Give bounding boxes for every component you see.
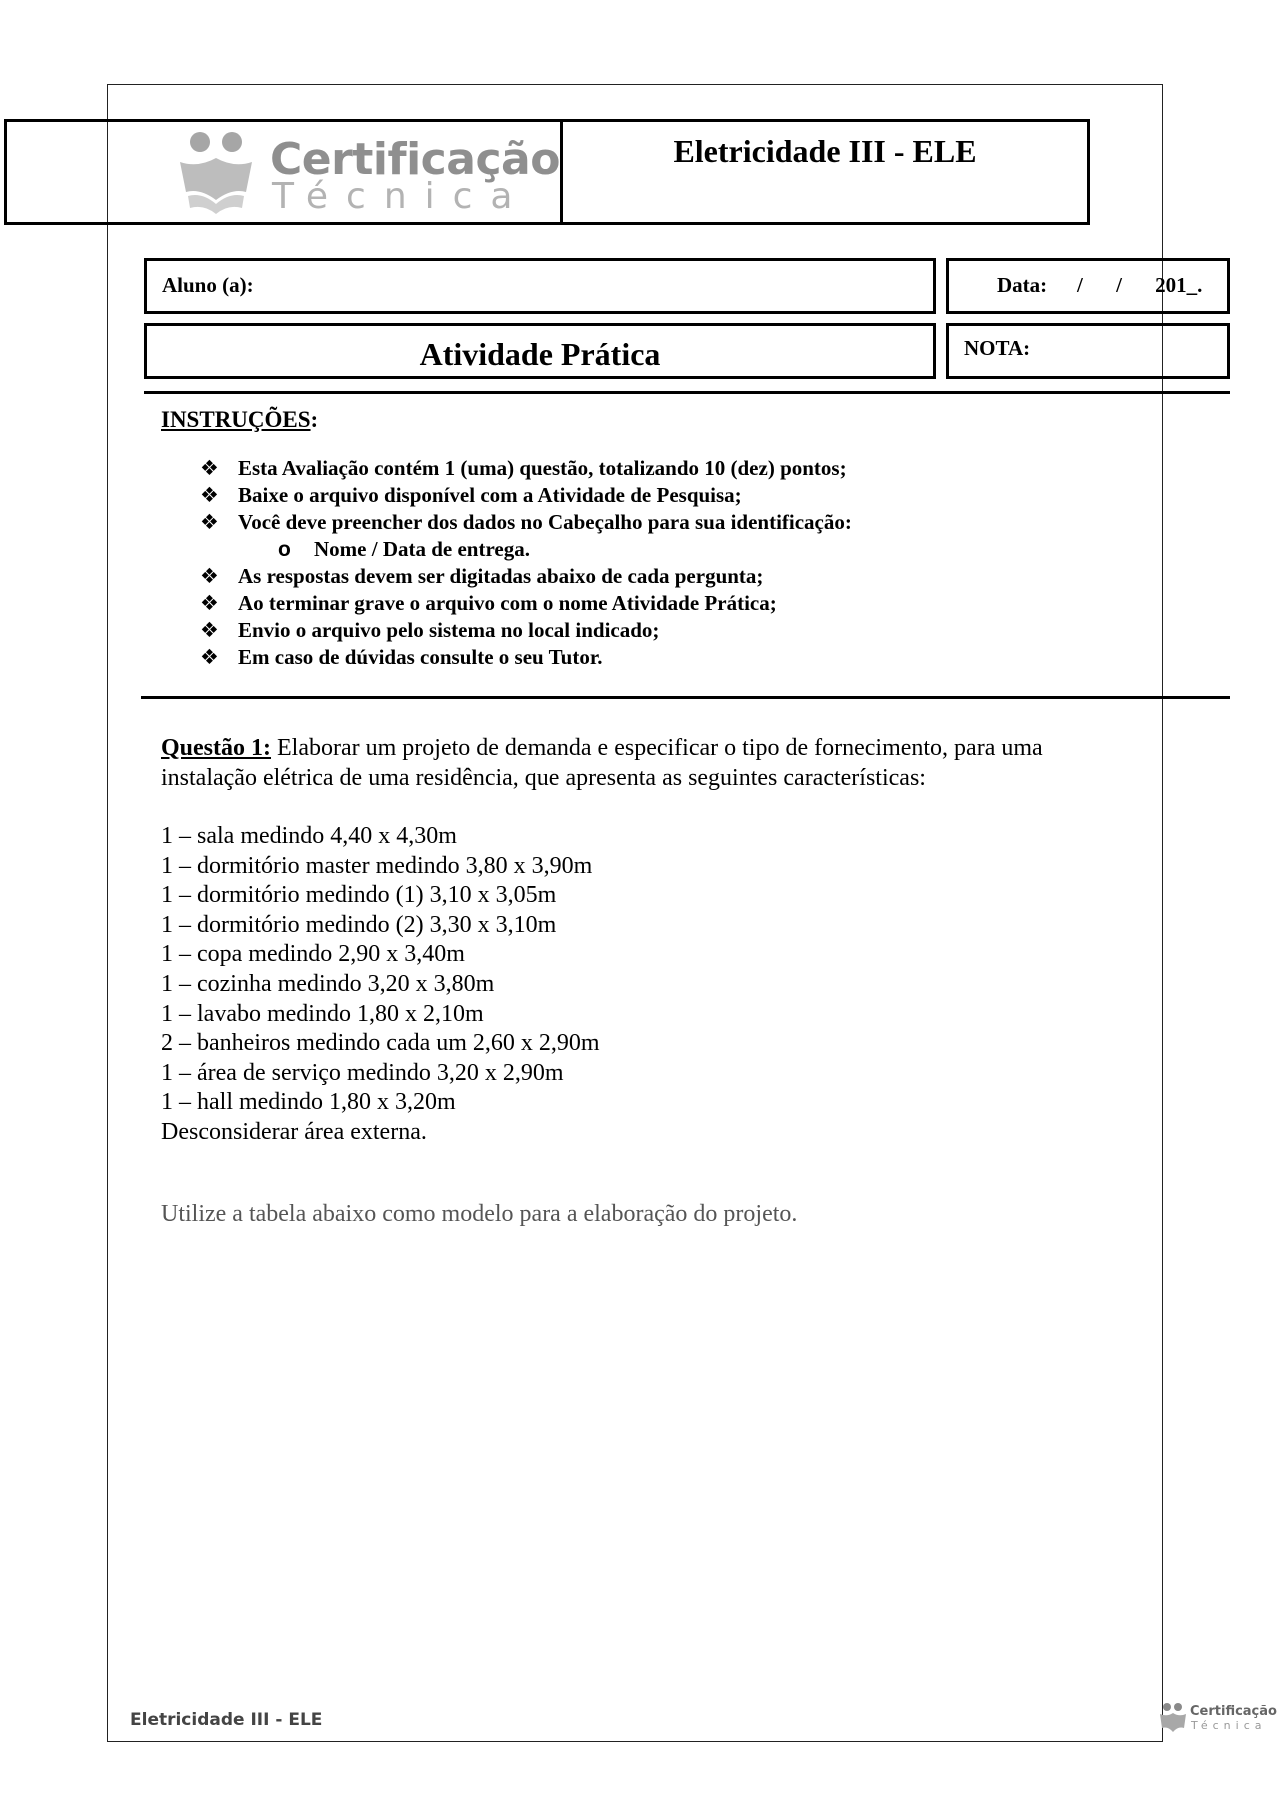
instructions-heading-colon: :: [310, 407, 319, 432]
room-item: 1 – área de serviço medindo 3,20 x 2,90m: [161, 1059, 564, 1086]
footer-course: Eletricidade III - ELE: [130, 1710, 323, 1730]
room-item: 1 – dormitório medindo (1) 3,10 x 3,05m: [161, 882, 557, 909]
rooms-list: [161, 822, 600, 1148]
room-item: 1 – dormitório master medindo 3,80 x 3,90m: [161, 852, 593, 879]
student-name-field[interactable]: [144, 258, 936, 314]
divider-top: [144, 391, 1230, 394]
footer-readers-icon: [1158, 1702, 1188, 1736]
logo-brand-top: Certificação: [270, 134, 560, 185]
question-body: Elaborar um projeto de demanda e especificar o tipo de fornecimento, para uma instalação elétrica de uma residência, que apresenta as seguintes características:: [161, 735, 1043, 791]
instruction-item: ❖ As respostas devem ser digitadas abaixo de cada pergunta;: [200, 563, 852, 590]
question-label: Questão 1:: [161, 735, 271, 761]
grade-label: NOTA:: [964, 336, 1031, 360]
activity-title: Atividade Prática: [419, 336, 661, 372]
instruction-item: ❖ Baixe o arquivo disponível com a Atividade de Pesquisa;: [200, 482, 852, 509]
room-item: 1 – lavabo medindo 1,80 x 2,10m: [161, 1000, 484, 1027]
question-text: [161, 733, 1121, 793]
header-divider: [560, 121, 563, 223]
instructions-list: [200, 455, 852, 671]
room-item: 1 – hall medindo 1,80 x 3,20m: [161, 1089, 456, 1116]
room-item: 1 – dormitório medindo (2) 3,30 x 3,10m: [161, 911, 557, 938]
grade-field[interactable]: [946, 323, 1230, 379]
room-note: Desconsiderar área externa.: [161, 1118, 427, 1145]
instruction-item: ❖ Envio o arquivo pelo sistema no local indicado;: [200, 617, 852, 644]
student-label: Aluno (a):: [162, 273, 254, 297]
activity-title-box: [144, 323, 936, 379]
table-instruction: Utilize a tabela abaixo como modelo para a elaboração do projeto.: [161, 1201, 798, 1227]
instructions-heading-text: INSTRUÇÕES: [161, 407, 311, 432]
date-template: / / 201_.: [1077, 273, 1203, 297]
instruction-item: ❖ Em caso de dúvidas consulte o seu Tutor.: [200, 644, 852, 671]
room-item: 1 – cozinha medindo 3,20 x 3,80m: [161, 970, 495, 997]
footer-logo: [1158, 1702, 1278, 1738]
room-item: 2 – banheiros medindo cada um 2,60 x 2,90m: [161, 1030, 600, 1057]
course-title: Eletricidade III - ELE: [673, 133, 977, 169]
instruction-subitem: o Nome / Data de entrega.: [200, 536, 852, 563]
room-item: 1 – copa medindo 2,90 x 3,40m: [161, 941, 465, 968]
readers-icon: [170, 128, 266, 218]
date-label: Data:: [997, 273, 1048, 297]
instruction-item: ❖ Esta Avaliação contém 1 (uma) questão, totalizando 10 (dez) pontos;: [200, 455, 852, 482]
instruction-item: ❖ Você deve preencher dos dados no Cabeçalho para sua identificação:: [200, 509, 852, 536]
divider-bottom: [141, 696, 1230, 699]
instructions-heading: [161, 407, 318, 433]
instruction-item: ❖ Ao terminar grave o arquivo com o nome Atividade Prática;: [200, 590, 852, 617]
brand-logo: [170, 128, 560, 218]
date-field[interactable]: [946, 258, 1230, 314]
room-item: 1 – sala medindo 4,40 x 4,30m: [161, 823, 457, 849]
footer-logo-top: Certificação: [1190, 1704, 1277, 1719]
logo-brand-bottom: Técnica: [272, 176, 531, 217]
footer-logo-bottom: Técnica: [1191, 1719, 1267, 1732]
